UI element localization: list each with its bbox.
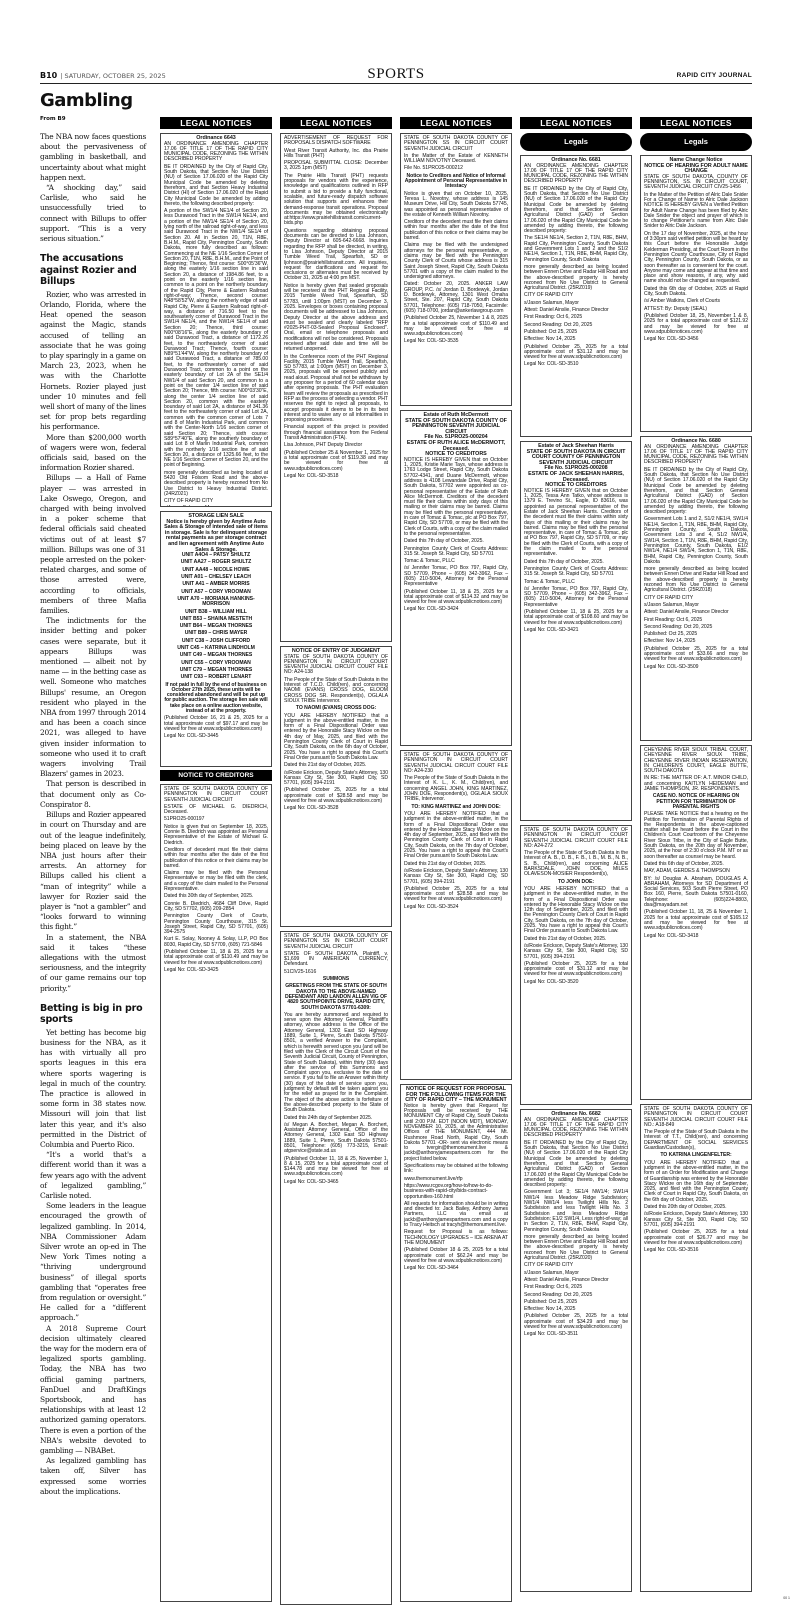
- notice-text: STATE OF SOUTH DAKOTA COUNTY OF PENNINGTON SS IN CIRCUIT COURT SEVENTH JUDICIAL CIRCUIT: [404, 135, 508, 152]
- notice-heading: Estate of Jack Sheehan Harris: [538, 443, 614, 449]
- legal-number: Legal No: COL-SD-3418: [644, 932, 699, 939]
- notice-text: File No. 51PRO25-000212: [404, 165, 463, 172]
- article-paragraph: As legalized gambling has taken off, Silver has expressed some worries about the implications.: [40, 1456, 146, 1496]
- notice-text: s/Jason Salamun, Mayor: [524, 299, 579, 306]
- page-date: SATURDAY, OCTOBER 25, 2025: [64, 72, 166, 80]
- legal-notice: [280, 646, 392, 927]
- page-marker: 00 1: [783, 1596, 790, 1600]
- notice-text: Attest: Daniel Ainslie, Finance Director: [524, 1276, 609, 1283]
- notice-text: STATE OF SOUTH DAKOTA COUNTY OF PENNINGTON IN CIRCUIT COURT SEVENTH JUDICIAL CIRCUIT: [164, 786, 268, 803]
- article-paragraph: A 2018 Supreme Court decision ultimately cleared the way for the modern era of legalized sports gambling. Today, the NBA has two official gaming partners, FanDuel and DraftKings Sportsbook, and has relationships with at least 12 authorized gaming operators. There is even a portion of the NBA's website devoted to gambling — NBABet.: [40, 1323, 146, 1456]
- legal-notice: [640, 155, 752, 432]
- article-paragraph: Billups — a Hall of Fame player — was arrested in Lake Oswego, Oregon, and charged with being involved in a poker scheme that federal officials said cheated victims out of at least $7 million. Billups was one of 31 people arrested on the poker-related charges, and some of those arrested were, according to officials, members of three Mafia families.: [40, 473, 146, 616]
- notice-text: Pennington County Clerk of Courts, Pennington County Courthouse, 315 St. Joseph Street, Rapid City, SD 57701, (605) 394-2575: [164, 913, 268, 936]
- article-paragraph: The NBA now faces questions about the pervasiveness of gambling in basketball, and uncertainty about what might happen next.: [40, 132, 146, 182]
- notice-heading: File No. 51PRO25-000204: [424, 434, 488, 441]
- notice-text: (Published October 18, 25, November 1 & 8, 2025 for a total approximate cost of $121.92 and may be viewed for free at www.sdpublicnotices.com): [644, 312, 748, 335]
- notice-text: more generally described as being located between Ennen Drive and Radar Hill Road and the above-described property is hereby rezoned from No Use District to General Agricultural District. (25RZ018): [644, 566, 748, 594]
- notice-text: more generally described as being located between Ennen Drive and Radar Hill Road and the above-described property is hereby rezoned from No Use District to General Agricultural District. (25RZ019): [524, 263, 628, 292]
- notice-text: Dated this 20th day of October, 2025.: [644, 1204, 727, 1211]
- notice-text: Dated this 6th day of October, 2025 at Rapid City, South Dakota.: [644, 285, 748, 298]
- notice-text: AN ORDINANCE AMENDING CHAPTER 17.06 OF TITLE 17 OF THE RAPID CITY MUNICIPAL CODE, REZONING THE WITHIN DESCRIBED PROPERTY: [644, 443, 748, 466]
- notice-emphasis: GREETINGS FROM THE STATE OF SOUTH DAKOTA TO THE ABOVE-NAMED DEFENDANT AND LANDON ALLEN VIG OF 4820 SOUTHPOINTE DRIVE, RAPID CITY, SOUTH DAKOTA 57701-6309:: [284, 983, 388, 1011]
- notice-text: First Reading: Oct 6, 2025: [524, 314, 583, 321]
- notice-text: Attest: Daniel Ainslie, Finance Director: [524, 307, 609, 314]
- legal-column-3: [400, 117, 512, 1602]
- notice-heading: File No. 51PRO25-000208: [544, 465, 608, 472]
- notice-text: The SE1/4 NE1/4, Section 2, T1N, R8E, BHM, Rapid City, Pennington County, South Dakota and Government Lots 1 and 2 and the S1/2 NE1/4, Section 1, T1N, R8E, BHM, Rapid City, Pennington County, South Dakota: [524, 235, 628, 263]
- legal-notice: [400, 750, 512, 1080]
- notice-heading: ESTATE OF RUTH ALICE McDERMOTT, Deceased.: [406, 439, 506, 452]
- notice-text: ESTATE OF MICHAEL G. DIEDRICH, Deceased.: [164, 803, 268, 816]
- article-paragraph: That person is described in that document only as Co-Conspirator 8.: [40, 779, 146, 809]
- notice-text: STATE OF SOUTH DAKOTA COUNTY OF PENNINGTON SS IN CIRCUIT COURT SEVENTH JUDICIAL CIRCUIT: [284, 933, 388, 950]
- notice-text: (Published October 11, 18 & 25, 2025 for a total approximate cost of $110.49 and may be viewed for free at www.sdpublicnotices.com): [164, 949, 268, 966]
- notice-emphasis: UNIT C79 – MEGAN THORNES: [179, 666, 253, 673]
- page-number: B10: [40, 71, 58, 80]
- notice-text: (Published October 25, 2025 for a total approximate cost of $26.77 and may be viewed for free at www.sdpublicnotices.com): [644, 1229, 748, 1246]
- notice-text: BE IT ORDAINED by the City of Rapid City, South Dakota, that Section No Use District (NU) of Section 17.06.020 of the Rapid City Municipal Code be amended by deleting therefrom, and that Section General Agricultural District (GAD) of Section 17.06.020 of the Rapid City Municipal Code be amended by adding thereto, the following described property:: [524, 185, 628, 235]
- notice-text: s/Jason Salamun, Mayor: [524, 1269, 579, 1276]
- legal-column-5: [640, 117, 752, 1592]
- notice-text: (Published October 25, 2025 for a total approximate cost of $33.66 and may be viewed for free at www.sdpublicnotices.com): [644, 645, 748, 663]
- notice-text: more generally described as being located between Ennen Drive and Radar Hill Road and the above-described property is hereby rezoned from No Use District to General Agricultural District. (25RZ020): [524, 1233, 628, 1262]
- notice-text: Connie B. Diedrich, 4684 Cliff Drive, Rapid City, SD 57702, (605) 209-2854: [164, 900, 268, 912]
- notice-text: AN ORDINANCE AMENDING CHAPTER 17.06 OF TITLE 17 OF THE RAPID CITY MUNICIPAL CODE, REZONING THE WITHIN DESCRIBED PROPERTY: [524, 1116, 628, 1139]
- legal-notice: [520, 155, 632, 437]
- legal-notice: [160, 511, 272, 767]
- notice-text: BE IT ORDAINED by the City of Rapid City, South Dakota, that Section No Use District (NU) of Section 17.06.020 of the Rapid City Municipal Code be amended by deleting therefrom, and that Section General Agricultural District (GAD) of Section 17.06.020 of the Rapid City Municipal Code be amended by adding thereto, the following described property:: [524, 1139, 628, 1189]
- legal-notices-header: LEGAL NOTICES: [160, 117, 272, 129]
- notice-text: Dated: October 20, 2025. ANKER LAW GROUP, P.C. /s/ Jordan D. Bordewyk, Jordan D. Bordewyk, Attorney, 1301 West Omaha Street, Ste. 207, Rapid City, South Dakota 57701, Telephone: (605) 718-7050, Facsimile: (605) 718-0700, jordan@ankerlawgroup.com: [404, 281, 508, 314]
- notice-text: 51CIV25-1616: [284, 968, 317, 975]
- legal-notice: [520, 825, 632, 1105]
- notice-emphasis: UNIT C93 – ROBERT LENART: [180, 674, 252, 681]
- article-subhead: The accusations against Rozier and Billups: [40, 253, 137, 288]
- notice-text: Request for Proposal is as follows: TECHNOLOGY UPGRADES – ICE ARENA AT THE MONUMENT: [404, 1229, 508, 1246]
- notice-text: STATE OF SOUTH DAKOTA COUNTY OF PENNINGTON IN CIRCUIT COURT SEVENTH JUDICIAL CIRCUIT COURT FILE NO: A24-272: [524, 827, 628, 849]
- notice-text: Claims may be filed with the Personal Representative or may be filed with the clerk, and a copy of the claim mailed to the Personal Representative.: [164, 870, 268, 893]
- legal-number: Legal No: COL-SD-3528: [284, 805, 339, 812]
- notice-heading: Ordinance No. 6682: [551, 1111, 601, 1117]
- legal-notice: [280, 133, 392, 642]
- notice-heading: Name Change Notice: [669, 157, 723, 163]
- notice-text: /s/Roxie Erickson, Deputy State's Attorney, 130 Kansas City St, Ste 300, Rapid City, SD 57701, (605) 394-2191: [284, 769, 388, 787]
- article-paragraph: Yet betting has become big business for the NBA, as it has with virtually all pro sports leagues in this era where sports wagering is legal in much of the country. The practice is allowed in some form in 38 states now. Missouri will join that list later this year, and it's also permitted in the District of Columbia and Puerto Rico.: [40, 1027, 146, 1149]
- notice-text: YOU ARE HEREBY NOTIFIED that a judgment in the above-entitled matter, in the form of a Final Dispositional Order was entered by the Honorable Stacy Wickre on the 4th day of September, 2025, and filed with the Pennington County Clerk of Court in Rapid City, South Dakota, on the 7th day of October, 2025. You have a right to appeal this Court's Final Order pursuant to South Dakota Law.: [404, 810, 508, 860]
- article-paragraph: “A shocking day,” said Carlisle, who said he unsuccessfully tried to connect with Billups to offer support. “This is a very serious situation.”: [40, 183, 146, 244]
- legal-number: Legal No: COL-SD-3535: [404, 338, 459, 345]
- notice-text: Dated this 30th day of September, 2025.: [164, 893, 254, 900]
- notice-emphasis: UNIT A57 – CORY VROOMAN: [181, 588, 251, 595]
- notice-text: /s/ Megan A. Borchert, Megan A. Borchert, Assistant Attorney General, Office of the Attorney General, 1302 East SD Highway 1889, Suite 1, Pierre, South Dakota 57501-8501, Telephone: (605) 773-3215, Email: atgservice@state.sd.us: [284, 1121, 388, 1155]
- notice-text: Notice is given that on September 18, 2025, Connie B. Diedrich was appointed as Personal Representative of the Estate of Michael G. Diedrich.: [164, 823, 268, 846]
- notice-text: The People of the State of South Dakota in the Interest of K. L., K. M., Child(ren), and concerning ANGEL JOHN, KING MARTINEZ, JOHN DOE, Respondent(s), OGLALA SIOUX TRIBE, Intervenor.: [404, 775, 508, 803]
- notice-text: Dated this 6th day of October, 2025.: [644, 860, 724, 867]
- legal-number: Legal No: COL-SD-3518: [284, 472, 339, 479]
- notice-text: (Published October 11, 18, 25 & November 1, 2025 for a total approximate cost of $165.12 and may be viewed for free at www.sdpublicnotices.com): [644, 909, 748, 932]
- notice-text: STATE OF SOUTH DAKOTA, COUNTY OF PENNINGTON, SS. IN CIRCUIT COURT, SEVENTH JUDICIAL CIRCUIT CIV25-1456: [644, 173, 748, 191]
- legal-notice: [400, 410, 512, 746]
- notice-emphasis: UNIT AA27 – ROGER SHULTZ: [180, 559, 252, 566]
- notice-text: First Reading: Oct 6, 2025: [644, 616, 703, 623]
- notice-text: Tomac & Tomac, PLLC: [524, 578, 575, 585]
- notice-text: STATE OF SOUTH DAKOTA COUNTY OF PENNINGTON IN CIRCUIT COURT SEVENTH JUDICIAL CIRCUIT COURT FILE NO: A24-230: [404, 752, 508, 774]
- legal-number: Legal No: COL-SD-3465: [284, 1178, 339, 1185]
- notice-heading: ESTATE OF JACK SHEEHAN HARRIS, Deceased.: [528, 470, 624, 483]
- legal-number: Legal No: COL-SD-3516: [644, 1247, 699, 1254]
- notice-text: The Prairie Hills Transit (PHT) requests proposals for vendors with the experience, knowledge and qualifications outlined in RFP to submit a bid to provide a fully functional, scalable, and future-ready dispatch software solution that supports and enhances their demand-response transit operations. Proposal documents may be obtained electronically at:https://www.prairiehillstransit.com/current-bids.php: [284, 172, 388, 227]
- notice-heading: NOTICE TO CREDITORS: [545, 482, 607, 489]
- notice-heading: Ordinance 6643: [196, 135, 236, 141]
- notice-heading: NOTICE OF HEARING FOR ADULT NAME CHANGE: [644, 162, 748, 175]
- notice-text: Published: Oct 25, 2025: [524, 328, 578, 335]
- notice-text: (Published October 25, 2025 for a total approximate cost of $31.12 and may be viewed for free at www.sdpublicnotices.com): [524, 960, 628, 978]
- notice-text: Dated this 21st day of October, 2025.: [284, 762, 367, 769]
- notice-text: Creditors of the decedent must file their claims within four months after the date of the first publication of this notice or their claims may be barred.: [404, 219, 508, 242]
- notice-text: (Published October 25, November 1 & 8, 2025 for a total approximate cost of $110.49 and may be viewed for free at www.sdpublicnotices.com): [404, 315, 508, 338]
- notice-heading: NOTICE OF REQUEST FOR PROPOSAL FOR THE FOLLOWING ITEMS FOR THE CITY OF RAPID CITY – THE MONUMENT: [405, 1086, 507, 1104]
- notice-text: Government Lots 1 and 2, S1/2 NE1/4, SW1/4 NE1/4, Section 1, T1N, R8E, BHM, Rapid City, Pennington County, South Dakota, Government Lots 3 and 4, S1/2 NW1/4, SW1/4, Section 1, T1N, R8E, BHM, Rapid City, Pennington County, South Dakota, E1/2 NW1/4, NE1/4 SW1/4, Section 1, T1N, R8E, BHM, Rapid City, Pennington County, South Dakota: [644, 516, 748, 565]
- notice-emphasis: UNIT B53 – SHAINA MESTETH: [179, 615, 253, 622]
- legal-column-1: [160, 117, 272, 1602]
- notice-text: All requests for information should be in writing and directed to: Jack Bailey, Anthony James Partners, LLC via email at jackb@anthonyjamespartners.com and a copy to Tracy Heitsch at tracyh@themonument.live.: [404, 1200, 508, 1229]
- legal-number: Legal No: COL-SD-3464: [404, 1265, 459, 1272]
- notice-text: /s/Roxie Erickson, Deputy State's Attorney, 130 Kansas City St, Ste 300, Rapid City, SD 57701, (605) 394-2191: [524, 942, 628, 960]
- notice-text: YOU ARE HEREBY NOTIFIED that a judgment in the above-entitled matter, in the form of a Final Dispositional Order was entered by the Honorable Stacy Wickre on the 4th day of May, 2025, and filed with the Pennington County Clerk of Court in Rapid City, South Dakota, on the 6th day of October, 2025. You have a right to appeal this Court's Final Order pursuant to South Dakota Law.: [284, 712, 388, 761]
- notice-emphasis: TO: KING MARTINEZ and JOHN DOE:: [411, 803, 501, 810]
- notice-heading: STORAGE LIEN SALE: [188, 513, 244, 519]
- notice-text: MAY, ADAM, GERDES & THOMPSON: [644, 868, 730, 875]
- notice-text: Dated this 21st day of October, 2025.: [404, 860, 487, 867]
- article-paragraph: Some leaders in the league encouraged the growth of legalized gambling. In 2014, NBA Commissioner Adam Silver wrote an op-ed in The New York Times noting a “thriving underground business” of illegal sports gambling that “operates free from regulation or oversight.” He called for a “different approach.”: [40, 1201, 146, 1323]
- notice-emphasis: UNIT B64 – MEGAN THORNES: [179, 623, 253, 630]
- notice-text: (Published October 25 & November 1, 2025 for a total approximate cost of $119.38 and may be viewed for free at www.sdpublicnotices.com): [284, 449, 388, 472]
- notice-text: BE IT ORDAINED by the City of Rapid City, South Dakota, that Section No Use District (NU) of Section 17.06.020 of the Rapid City Municipal Code be amended by deleting therefrom, and that Section General Agricultural District (GAD) of Section 17.06.020 of the Rapid City Municipal Code be amended by adding thereto, the following described property:: [644, 466, 748, 516]
- notice-text: Dated this 24th day of September 2025.: [284, 1114, 373, 1121]
- notice-text: (Published October 11, 18 & 25, November 1, 8 & 15, 2025 for a total approximate cost of $144.78 and may be viewed for free at www.sdpublicnotices.com): [284, 1155, 388, 1178]
- notice-text: The People of the State of South Dakota in the Interest of T.C.D. Child(ren), and concerning NAOMI (EVANS) CROSS DOG, ELOOM CROSS DOG SR. Respondent(s), OGLALA SIOUX TRIBE Intervenor.: [284, 676, 388, 704]
- page-header: [40, 68, 752, 84]
- notice-text: Lisa Johnson, PHT Deputy Director: [284, 442, 363, 449]
- article-title: Gambling: [40, 90, 133, 111]
- notice-text: /s/Roxie Erickson, Deputy State's Attorney, 130 Kansas City St, Ste 300, Rapid City, SD 57701, (605) 394-2191: [644, 1211, 748, 1228]
- notice-heading: STATE OF SOUTH DAKOTA COUNTY OF PENNINGTON SEVENTH JUDICIAL CIRCUIT: [405, 417, 507, 435]
- notice-text: /s/ Jennifer Tomac, PO Box 797, Rapid City, SD 57709, Phone – (605) 342-3962, Fax – (605) 210-5004, Attorney for the Personal Representative: [524, 585, 628, 608]
- notice-emphasis: SUMMONS: [322, 976, 350, 983]
- notice-emphasis: UNIT A01 – CHELSEY LEACH: [181, 574, 251, 581]
- legal-number: Legal No: COL-SD-3520: [524, 978, 579, 985]
- notice-heading: Notice is hereby given by Anytime Auto Sales & Storage of intended sale of items in storage. Sale is for delinquent storage rental payments as per storage contract and lien agreement with Anytime Auto Sales & Storage.: [164, 518, 268, 553]
- article-subhead: Betting is big in pro sports: [40, 1002, 143, 1026]
- notice-text: BE IT ORDAINED by the City of Rapid City, South Dakota, that Section No Use District (NU) of Section 17.06.020 of the Rapid City Municipal Code be amended by deleting therefrom, and that Section Heavy Industrial District (HI) of Section 17.06.020 of the Rapid City Municipal Code be amended by adding thereto, the following described property:: [164, 163, 268, 207]
- notice-text: First Reading: Oct 6, 2025: [524, 1284, 583, 1291]
- notice-text: s/Jason Salamun, Mayor: [644, 601, 699, 608]
- notice-emphasis: UNIT C45 – KATRINA LINDHOLM: [177, 645, 255, 652]
- notice-text: ADVERTISEMENT OF REQUEST FOR PROPOSALS DISPATCH SOFTWARE: [284, 135, 388, 147]
- legal-notice: [520, 1109, 632, 1592]
- notice-heading: Estate of Ruth McDermott: [423, 412, 489, 418]
- notice-text: The People of the State of South Dakota in the Interest of T.T., Child(ren), and concerning DEPARTMENT OF SOCIAL SERVICES Guardian/Custodian(s),: [644, 1129, 748, 1152]
- notice-text: Financial support of this project is provided through financial assistance from the Federal Transit Administration (FTA).: [284, 424, 388, 442]
- notice-text: Second Reading: Oct 20, 2025: [524, 321, 593, 328]
- notice-text: STATE OF SOUTH DAKOTA COUNTY OF PENNINGTON IN CIRCUIT COURT SEVENTH JUDICIAL CIRCUIT COURT FILE NO.: A18-849: [644, 1106, 748, 1128]
- legal-number: Legal No: COL-SD-3421: [524, 626, 579, 633]
- legal-notice: [520, 441, 632, 821]
- notice-text: Dated this 7th day of October, 2025.: [404, 538, 484, 545]
- notice-emphasis: UNIT C38 – JOSH CLIFFORD: [181, 637, 251, 644]
- notice-text: CITY OF RAPID CITY: [524, 292, 574, 299]
- notice-text: (Published October 25, 2025 for a total approximate cost of $28.58 and may be viewed for free at www.sdpublicnotices.com): [284, 787, 388, 805]
- notice-text: The People of the State of South Dakota in the Interest of A. B., D. B., F. B., I. B., M. B., N. B., S. B., Child(ren), and concerning ALICE BARKSDALE, JOHN DOE, MILES OLAVESON-MOSIER Respondent(s),: [524, 850, 628, 878]
- legal-column-4: [520, 117, 632, 1592]
- article-body-2: [40, 290, 146, 994]
- notice-text: (Published October 11, 18 & 25, 2025 for a total approximate cost of $114.32 and may be viewed for free at www.sdpublicnotices.com): [404, 588, 508, 606]
- legal-notice: [280, 931, 392, 1605]
- notice-text: You are hereby summoned and required to serve upon the Attorney General, Plaintiff's attorney, whose address is the Office of the Attorney General, 1302 East SD Highway 1889, Suite 1, Pierre, South Dakota 57501-8501, a verified Answer to the Complaint, which is herewith served upon you (and will be filed with the Clerk of the Circuit Court of the Seventh Judicial Circuit, County of Pennington, State of South Dakota), within thirty (30) days after the service of this Summons and Complaint upon you, exclusive to the date of service. If you fail to file an Answer within thirty (30) days of the date of service upon you, judgment by default will be taken against you for the relief as prayed for in the Complaint. The object of the above action is forfeiture of the above-described property to the State of South Dakota.: [284, 1011, 388, 1114]
- notice-text: CITY OF RAPID CITY: [524, 1262, 574, 1269]
- notice-emphasis: UNIT C49 – MEGAN THORNES: [179, 652, 253, 659]
- notice-emphasis: Notice to Creditors and Notice of Informal Appointment of Personal Representative in Intestacy: [404, 172, 508, 190]
- article: [40, 90, 146, 1497]
- notice-text: Second Reading: Oct 20, 2025: [524, 1291, 593, 1298]
- notice-text: Notice is given that on October 10, 2025, Teresa L. Novotny, whose address is 145 Museum Drive, Hill City, South Dakota 57745, was appointed as personal representative of the estate of Kenneth William Novotny.: [404, 190, 508, 218]
- notice-text: Effective: Nov 14, 2025: [644, 638, 696, 645]
- notice-text: (Published October 25, 2025 for a total approximate cost of $34.29 and may be viewed for free at www.sdpublicnotices.com): [524, 1313, 628, 1330]
- notice-text: (Published October 11, 18 & 25, 2025 for a total approximate cost of $108.60 and may be viewed for free at www.sdpublicnotices.com): [524, 608, 628, 626]
- notice-text: Published: Oct 25, 2025: [644, 631, 698, 638]
- notice-heading: STATE OF SOUTH DAKOTA IN CIRCUIT COURT COUNTY OF PENNINGTON SEVENTH JUDICIAL CIRCUIT: [526, 448, 626, 466]
- notice-text: Second Reading: Oct 20, 2025: [644, 623, 713, 630]
- notice-text: YOU ARE HEREBY NOTIFIED that a judgment in the above-entitled matter, in the form of an Order for Modification and Change of Guardianship was entered by the Honorable Stacy Wickre on the 16th day of September, 2025, and filed with the Pennington County Clerk of Court in Rapid City, South Dakota, on the 6th day of October, 2025.: [644, 1159, 748, 1203]
- legal-notice: [400, 1084, 512, 1602]
- notice-text: In the Matter of the Petition of Alric Dale Snider For a Change of Name to Alric Dale Jackson NOTICE IS HEREBY GIVEN a Verified Petition for Adult Name Change has been filed by Alric Dale Snider the object and prayer of which is to change Petitioner's name from Alric Dale Snider to Alric Dale Jackson.: [644, 191, 748, 230]
- notice-text: /s/ Amber Watkins, Clerk of Courts: [644, 298, 720, 305]
- notice-text: Effective: Nov 14, 2025: [524, 336, 576, 343]
- legal-notices-header: LEGAL NOTICES: [400, 117, 512, 129]
- notice-heading: NOTICE OF ENTRY OF JUDGMENT: [291, 648, 381, 654]
- notice-text: In the Conference room of the PHT Regional Facility, 2015 Tumble Weed Trail, Spearfish, SD 57783, at 1:00pm (MST) on December 3, 2025, proposals will be opened publicly and read aloud. Proposal shall not be withdrawn by any proposer for a period of 60 calendar days after opening proposals. The PHT evaluation team will review the proposals as prescribed in RFP as the process of selecting a vendor. PHT reserves the right to reject all proposals, to accept proposals it deems to be in its best interest and to waive any or all informalities in proposing procedures.: [284, 353, 388, 424]
- notice-text: ATTEST: By: Deputy (SEAL): [644, 305, 707, 312]
- legal-notice: [160, 133, 272, 507]
- notice-text: CITY OF RAPID CITY: [644, 594, 694, 601]
- notice-emphasis: UNIT AA48 – NICOLE HOWE: [182, 566, 250, 573]
- notice-to-creditors-header: NOTICE TO CREDITORS: [160, 770, 272, 781]
- section-name: SPORTS: [367, 66, 425, 82]
- notice-text: PROPOSAL SUBMITTAL CLOSE: December 3, 2025 1pm (MST): [284, 160, 388, 172]
- notice-heading: Ordinance No. 6681: [551, 157, 601, 163]
- notice-emphasis: CASE NO. NOTICE OF HEARING ON PETITION FOR TERMINATION OF PARENTAL RIGHTS: [652, 793, 740, 810]
- legal-notice: [640, 1104, 752, 1592]
- notice-text: PLEASE TAKE NOTICE that a hearing on the Petition for Termination of Parental Rights of the Respondents in the above-captioned matter shall be heard before the Court in the Children's Court Courtroom of the Cheyenne River Sioux Tribe, in the City of Eagle Butte, South Dakota, on the 20th day of November, 2025, at the hour of 2:30 o'clock P.M. MT or as soon thereafter as counsel may be heard.: [644, 811, 748, 860]
- notice-text: Dated this 21st day of October, 2025.: [524, 935, 607, 942]
- notice-text: NOTICE IS HEREBY GIVEN that on October 1, 2025, Kristie Marie Tays, whose address is 1763 Lodge Street, Rapid City, South Dakota 57702-4341, and Duane McDermott, whose address is 4108 Lewandale Drive, Rapid City, South Dakota, 57702 were appointed as co-personal representative of the Estate of Ruth Alice McDermott. Creditors of the decedent must file their claims within sixty days of this mailing or their claims may be barred. Claims may be filed with the personal representative, in care of Tomac & Tomac, plc at PO Box 797, Rapid City, SD 57709, or may be filed with the Clerk of Courts, with a copy of the claim mailed to the personal representative.: [404, 456, 508, 537]
- notice-text: more generally described as being located at 5420 Old Folsom Road and the above-described property is hereby rezoned from No Use District to Heavy Industrial District. (24RZ021): [164, 469, 268, 497]
- legal-notice: [400, 133, 512, 406]
- article-paragraph: More than $200,000 worth of wagers were won, federal officials said, based on the information Rozier shared.: [40, 432, 146, 473]
- notice-heading: Ordinance No. 6680: [671, 438, 721, 444]
- notice-emphasis: UNIT B38 – WILLIAM HILL: [185, 608, 247, 615]
- article-paragraph: Billups and Rozier appeared in court on Thursday and are out of the league indefinitely, being placed on leave by the NBA just hours after their arrests. An attorney for Billups called his client a “man of integrity” while a lawyer for Rozier said the player is “not a gambler” and “looks forward to winning this fight.”: [40, 810, 146, 932]
- article-paragraph: “It's a world that's a different world than it was a few years ago with the advent of legalized gambling,” Carlisle noted.: [40, 1150, 146, 1200]
- notice-emphasis: UNIT B89 – CHRIS MAYER: [184, 630, 248, 637]
- notice-text: Notice is hereby given that sealed proposals will be received at the PHT Regional Facility, 2015 Tumble Weed Trail, Spearfish, SD 57783, until 1:00pm (MST) on December 3, 2025. Envelopes or boxes containing proposal documents will be addressed to Lisa Johnson, Deputy Director at the above address and must be sealed and clearly labeled "RFP #2025-PHT-03-Sealed Proposal Enclosed". Oral, email or telephone proposals and modifications will not be considered. Proposals received after said date and time will be returned unopened.: [284, 282, 388, 353]
- notice-text: STATE OF SOUTH DAKOTA COUNTY OF PENNINGTON IN CIRCUIT COURT SEVENTH JUDICIAL CIRCUIT COURT FILE NO: A24-138: [284, 653, 388, 676]
- notice-text: /s/ Jennifer Tomac, PO Box 797, Rapid City, SD 57709, Phone – (605) 342-3962, Fax – (605) 210-5004, Attorney for the Personal Representative: [404, 565, 508, 588]
- notice-heading: NOTICE TO CREDITORS: [425, 451, 487, 458]
- notice-text: Effective: Nov 14, 2025: [524, 1306, 576, 1313]
- article-paragraph: Rozier, who was arrested in Orlando, Florida, where the Heat opened the season against the Magic, stands accused of telling an associate that he was going to play sparingly in a game on March 23, 2023, when he was with the Charlotte Hornets. Rozier played just under 10 minutes and fell well short of many of the lines set for prop bets regarding his performance.: [40, 289, 146, 432]
- legal-number: Legal No: COL-SD-3524: [404, 903, 459, 910]
- notice-text: (Published October 18 & 25, 2025 for a total approximate cost of $62.24 and may be viewed for free at www.sdpublicnotices.com): [404, 1247, 508, 1264]
- notice-text: Kurt E. Solay, Nooney & Solay, LLP, PO Box 8030, Rapid City, SD 57709, (605) 721-5846: [164, 936, 268, 948]
- legals-section-pill: Legals: [520, 133, 632, 151]
- notice-text: CHEYENNE RIVER SIOUX TRIBAL COURT, CHEYENNE RIVER SIOUX TRIBE, CHEYENNE RIVER INDIAN RESERVATION, IN CHILDREN'S COURT, EAGLE BUTTE, SOUTH DAKOTA: [644, 747, 748, 775]
- notice-text: 51PRO25-000197: [164, 816, 205, 823]
- notice-text: STATE OF SOUTH DAKOTA, Plaintiff, v. $1,699 IN AMERICAN CURRENCY, Defendant.: [284, 950, 388, 968]
- notice-text: Questions regarding obtaining proposal documents can be directed to Lisa Johnson, Deputy Director at 605-642-6668. Inquiries regarding the RFP shall be directed, in writing, to Lisa Johnson, Deputy Director at 2015 Tumble Weed Trail, Spearfish, SD or ljohnson@prairiehillstransit.com. All inquiries, request for clarifications and request for exclusions or alternates must be received by October 31, 2025 at 4:00 pm MST.: [284, 227, 388, 282]
- legal-number: Legal No: COL-SD-3445: [164, 733, 219, 740]
- notice-text: Pennington County Clerk of Courts Address: 315 St. Joseph St. Rapid City, SD 57701: [404, 545, 508, 557]
- legal-number: Legal No: COL-SD-3456: [644, 336, 699, 343]
- notice-text: IN RE: THE MATTER OF: A.T. MINOR CHILD, and concerning KAITLYN HEIDEMAN and JAMIE THOMPSON, JR. RESPONDENTS.: [644, 775, 748, 793]
- notice-emphasis: If not paid in full by the end of business on October 27th 2025, these units will be considered abandoned and will be put up for public auction. The storage lien sale will take place on a online auction website, instead of at the property.: [164, 681, 268, 714]
- notice-text: Attest: Daniel Ainslie, Finance Director: [644, 609, 729, 616]
- legals-section-pill: Legals: [640, 133, 752, 151]
- notice-text: Published: Oct 25, 2025: [524, 1298, 578, 1305]
- notice-text: Claims may be filed with the undersigned attorneys for the personal representative, or claims may be filed with the Pennington County Clerk of Courts whose address is 315 Saint Joseph Street, Rapid City, South Dakota 57701 with a copy of the claim mailed to the undersigned attorneys.: [404, 242, 508, 281]
- notice-emphasis: UNIT A70 – MORIANA HANKINS-MORRISON: [177, 595, 255, 608]
- legal-notices-header: LEGAL NOTICES: [520, 117, 632, 129]
- legal-notices-header: LEGAL NOTICES: [640, 117, 752, 129]
- notice-text: [164, 506, 268, 507]
- article-body-1: [40, 132, 146, 244]
- legal-number: Legal No: COL-SD-3509: [644, 663, 699, 670]
- publication-name: RAPID CITY JOURNAL: [676, 72, 752, 79]
- notice-text: Creditors of decedent must file their claims within four months after the date of the first publication of this notice or their claims may be barred.: [164, 846, 268, 869]
- legal-column-2: [280, 117, 392, 1605]
- legal-notice: [160, 784, 272, 1602]
- notice-text: NOTICE IS HEREBY GIVEN that on October 1, 2025, Tessa Ann Tatko, whose address is 1379 E. Trevino St., Eagle, ID 83616, was appointed as personal representative of the Estate of Jack Sheehan Harris. Creditors of the decedent must file their claims within sixty days of this mailing or their claims may be barred. Claims may be filed with the personal representative, in care of Tomac & Tomac, plc at PO Box 797, Rapid City, SD 57709, or may be filed with the Clerk of Courts, with a copy of the claim mailed to the personal representative.: [524, 487, 628, 558]
- article-body-3: [40, 1028, 146, 1497]
- notice-text: https://www.rcgov.org/how-to/how-to-do-business-with-rapid-city/bids-contract-opportunities-160.html: [404, 1182, 493, 1200]
- notice-text: Government Lot 3; SE1/4 NW1/4; SW1/4 NW1/4 less Meadow Ridge Subdivision; NW1/4 NW1/4 less Twilight Hills No. 2 Subdivision and less Twilight Hills No. 3 Subdivision and less Meadow Ridge Subdivision; E1/2 SW1/4, Less right-of-way; all in Section 2, T1N, R8E, BHM, Rapid City, Pennington County, South Dakota: [524, 1189, 628, 1233]
- notice-text: Specifications may be obtained at the following link:: [404, 1163, 508, 1175]
- legal-notices-header: LEGAL NOTICES: [280, 117, 392, 129]
- notice-text: West River Transit Authority, Inc. dba Prairie Hills Transit (PHT): [284, 147, 388, 159]
- notice-text: Tomac & Tomac, PLLC: [404, 558, 455, 565]
- notice-text: (Published October 16, 21 & 25, 2025 for a total approximate cost of $97.17 and may be viewed for free at www.sdpublicnotices.com): [164, 715, 268, 732]
- notice-text: On the 17 day of November, 2025, at the hour of 3:30pm said verified petition will be heard by this Court before the Honorable Judge Kelderman Presiding, at the Court Room in the Pennington County Courthouse, City of Rapid City, Pennington County, South Dakota, or as soon thereafter as is convenient for the court. Anyone may come and appear at that time and place and show reasons, if any, why said name should not be changed as requested.: [644, 230, 748, 285]
- notice-text: BY: /s/ Douglas A. Abraham, DOUGLAS A. ABRAHAM, Attorneys for SD Department of Social Services, 503 South Pierre Street, PO Box 160, Pierre, South Dakota 57501-0160, Telephone: (605)224-8803, dsa@mayadam.net: [644, 875, 748, 909]
- notice-text: YOU ARE HEREBY NOTIFIED that a judgment in the above-entitled matter, in the form of a Final Dispositional Order was entered by the Honorable Stacy Wickre on the 12th day of September, 2025, and filed with the Pennington County Clerk of Court in Rapid City, South Dakota, on the 7th day of October, 2025. You have a right to appeal this Court's Final Order pursuant to South Dakota Law.: [524, 885, 628, 935]
- legal-notice: [640, 745, 752, 1100]
- article-paragraph: The indictments for the insider betting and poker cases were separate, but it appears Billups was mentioned — albeit not by name — in the betting case as well. Someone who matches Billups' resume, an Oregon resident who played in the NBA from 1997 through 2014 and has been a coach since 2021, was alleged to have given insider information to someone who used it to craft wagers involving Trail Blazers' games in 2023.: [40, 616, 146, 779]
- notice-text: Notice is hereby given that Request for Proposals will be received by THE MONUMENT City of Rapid City, South Dakota until 2:00 P.M. EDT (NOON MDT), MONDAY, NOVEMBER 10, 2025, at the Administrative Offices of THE MONUMENT, 444 Mt. Rushmore Road North, Rapid City, South Dakota 57701 -OR- sent via electronic means to tvergin@themonument.live & jackb@anthonyjamespartners.com for the project listed below.: [404, 1102, 508, 1162]
- notice-text: CITY OF RAPID CITY: [164, 498, 214, 505]
- legal-number: Legal No: COL-SD-3424: [404, 606, 459, 613]
- notice-text: www.themonument.live/rfp: [404, 1175, 463, 1182]
- jump-line: From B9: [40, 116, 66, 122]
- legal-number: Legal No: COL-SD-3510: [524, 361, 579, 368]
- notice-text: AN ORDINANCE AMENDING CHAPTER 17.06 OF TITLE 17 OF THE RAPID CITY MUNICIPAL CODE, REZONING THE WITHIN DESCRIBED PROPERTY: [164, 140, 268, 163]
- notice-emphasis: UNIT C55 – CORY VROOMAN: [181, 659, 251, 666]
- page-folio: B10 | SATURDAY, OCTOBER 25, 2025: [40, 71, 166, 80]
- notice-text: (Published October 25, 2025 for a total approximate cost of $31.12 and may be viewed for free at www.sdpublicnotices.com): [524, 343, 628, 361]
- notice-emphasis: TO KATRINA LINGENFELTER:: [660, 1152, 732, 1159]
- notice-emphasis: TO NAOMI (EVANS) CROSS DOG:: [295, 705, 377, 712]
- notice-text: Pennington County Clerk of Courts Address: 315 St. Joseph St. Rapid City, SD 57701: [524, 565, 628, 578]
- legal-notice: [640, 436, 752, 741]
- notice-text: A portion of the SW1/4 NE1/4 of Section 20, less Durawood Tract in the SW1/4 NE1/4, and a portion of the NW1/4 SE1/4 of Section 20, lying north of the railroad right-of-way, and less said Durawood Tract in the NW1/4 SE1/4 of Section 20. All in Section 20, T1N, R8E, B.H.M., Rapid City, Pennington County, South Dakota, more fully described as follows: Commencing at the NE 1/16 Section Corner of Section 20, T1N, R8E, B.H.M., and the Point of Beginning; Thence, first course: S00°05'36"W, along the easterly 1/16 section line in said Section 20, a distance of 1984.86 feet, to a point on the easterly 1/16 section line, common to a point on the northerly boundary of the Rapid City, Pierre & Eastern Railroad right-of-way; Thence, second course: N48°58'52"W, along the northerly edge of said Rapid City, Pierre & Eastern Railroad right-of-way, a distance of 716.50 feet to the southeasterly corner of Durawood Tract in the SW1/4 NE1/4, and the NW1/4 SE1/4 of said Section 20; Thence, third course: N00°08'16"E, along the easterly boundary of said Durawood Tract, a distance of 1172.26 feet, to the northeasterly corner of said Durawood Tract; Thence, fourth course: N89°51'44"W, along the northerly boundary of said Durawood Tract, a distance of 785.00 feet, to the northwesterly corner of said Durawood Tract, common to a point on the easterly boundary of Lot 2A of the SE1/4 NW1/4 of said Section 20, and common to a point on the center 1/4 section line of said Section 20; Thence, fifth course: N00°03'30"E, along the center 1/4 section line of said Section 20, common with the easterly boundary of said Lot 2A, a distance of 341.36 feet to the northeasterly corner of said Lot 2A, common with the common corner of Lots 7 and 8 of Marlin Industrial Park, and common with the Center-North 1/16 section corner of said Section 20; Thence, sixth course: S89°57'40"E, along the southerly boundary of said Lot 8 of Marlin Industrial Park, common with the northerly 1/16 section line of said Section 20, a distance of 1325.66 feet, to the NE 1/16 Section Corner of Section 20, and the point of Beginning.: [164, 208, 268, 469]
- notice-text: (Published October 25, 2025 for a total approximate cost of $28.58 and may be viewed for free at www.sdpublicnotices.com): [404, 885, 508, 903]
- notice-text: AN ORDINANCE AMENDING CHAPTER 17.06 OF TITLE 17 OF THE RAPID CITY MUNICIPAL CODE, REZONING THE WITHIN DESCRIBED PROPERTY: [524, 162, 628, 185]
- legal-number: Legal No: COL-SD-3511: [524, 1331, 579, 1338]
- notice-text: /s/Roxie Erickson, Deputy State's Attorney, 130 Kansas City St, Ste 300, Rapid City, SD 57701, (605) 394-2191: [404, 867, 508, 885]
- notice-text: In the Matter of the Estate of KENNETH WILLIAM NOVOTNY Deceased.: [404, 152, 508, 165]
- notice-emphasis: UNIT A41 – AMBER MORRIS: [182, 581, 250, 588]
- article-paragraph: In a statement, the NBA said it takes “these allegations with the utmost seriousness, and the integrity of our game remains our top priority.”: [40, 932, 146, 993]
- notice-text: Dated this 7th day of October, 2025.: [524, 558, 604, 565]
- legal-number: Legal No: COL-SD-3425: [164, 966, 219, 973]
- notice-emphasis: TO JOHN DOE:: [557, 878, 595, 885]
- notice-emphasis: UNIT A4O4 – PATSY SHULTZ: [181, 552, 251, 559]
